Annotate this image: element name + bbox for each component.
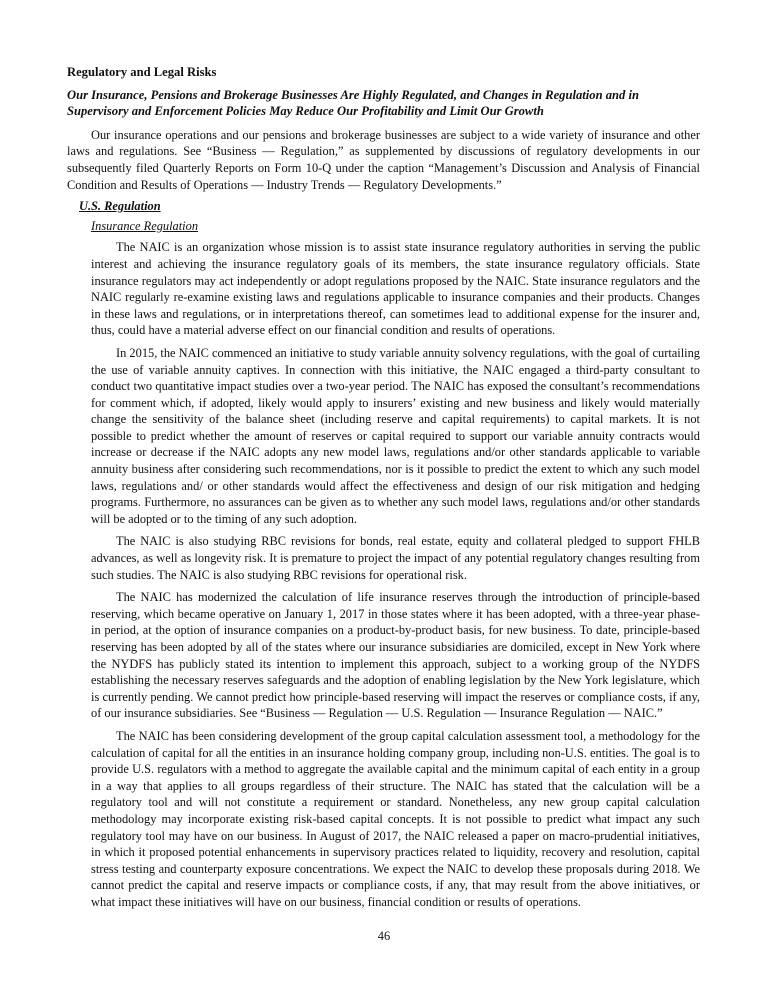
section-title: Regulatory and Legal Risks xyxy=(67,65,217,79)
document-page xyxy=(67,64,700,917)
page-number: 46 xyxy=(377,929,391,943)
insurance-regulation-section xyxy=(91,239,700,910)
paragraph-variable-annuity: In 2015, the NAIC commenced an initiative to study variable annuity solvency regulations, with the goal of curtailing the use of variable annuity captives. In connection with this initiative, the NAIC engaged a third-party consultant to conduct two quantitative impact studies over a two-year period. The NAIC has exposed the consultant’s recommendations for comment which, if adopted, likely would apply to insurers’ existing and new business and likely would materially change the sensitivity of the balance sheet (including reserve and capital requirements) to capital markets. It is not possible to predict whether the amount of reserves or capital required to support our variable annuity contracts would increase or decrease if the NAIC adopts any new model laws, regulations and/or other standards applicable to variable annuity business after considering such recommendations, nor is it possible to predict the extent to which any such model laws, regulations and/ or other standards would affect the effectiveness and design of our risk mitigation and hedging programs. Furthermore, no assurances can be given as to whether any such model laws, regulations and/or other standards will be adopted or to the timing of any such adoption. xyxy=(91,345,700,526)
paragraph-principle-based-reserving: The NAIC has modernized the calculation of life insurance reserves through the introduction of principle-based reserving, which became operative on January 1, 2017 in those states where it has been adopted, with a three-year phase-in period, at the option of insurance companies on a product-by-product basis, for new business. To date, principle-based reserving has been adopted by all of the states where our insurance subsidiaries are domiciled, except in New York where the NYDFS has publicly stated its intention to implement this approach, subject to a working group of the NYDFS establishing the necessary reserves safeguards and the adoption of enabling legislation by the New York legislature, which is currently pending. We cannot predict how principle-based reserving will impact the reserves or compliance costs, if any, of our insurance subsidiaries. See “Business — Regulation — U.S. Regulation — Insurance Regulation — NAIC.” xyxy=(91,590,700,721)
intro-paragraph: Our insurance operations and our pensions and brokerage businesses are subject to a wide variety of insurance and other laws and regulations. See “Business — Regulation,” as supplemented by discussions of regulatory developments in our subsequently filed Quarterly Reports on Form 10-Q under the caption “Management’s Discussion and Analysis of Financial Condition and Results of Operations — Industry Trends — Regulatory Developments.” xyxy=(67,127,700,192)
us-regulation-heading: U.S. Regulation xyxy=(79,199,161,214)
paragraph-naic-mission: The NAIC is an organization whose mission is to assist state insurance regulatory authorities in serving the public interest and achieving the insurance regulatory goals of its members, the state insurance regulatory officials. State insurance regulators may act independently or adopt regulations proposed by the NAIC. State insurance regulators and the NAIC regularly re-examine existing laws and regulations applicable to insurance companies and their products. Changes in these laws and regulations, or in interpretations thereof, can sometimes lead to additional expense for the insurer and, thus, could have a material adverse effect on our financial condition and results of operations. xyxy=(91,240,700,338)
paragraph-rbc-revisions: The NAIC is also studying RBC revisions for bonds, real estate, equity and collateral pledged to support FHLB advances, as well as longevity risk. It is premature to project the impact of any potential regulatory changes resulting from such studies. The NAIC is also studying RBC revisions for operational risk. xyxy=(91,534,700,582)
risk-heading: Our Insurance, Pensions and Brokerage Businesses Are Highly Regulated, and Changes in Regulation and in Supervisory and Enforcement Policies May Reduce Our Profitability and Limit Our Growth xyxy=(67,87,639,119)
insurance-regulation-heading: Insurance Regulation xyxy=(91,218,199,233)
paragraph-group-capital: The NAIC has been considering development of the group capital calculation assessment tool, a methodology for the calculation of capital for all the entities in an insurance holding company group, including non-U.S. entities. The goal is to provide U.S. regulators with a method to aggregate the available capital and the minimum capital of each entity in a group in a way that applies to all groups regardless of their structure. The NAIC has stated that the calculation will be a regulatory tool and will not constitute a requirement or standard. Nonetheless, any new group capital calculation methodology may incorporate existing risk-based capital concepts. It is not possible to predict what impact any such regulatory tool may have on our business. In August of 2017, the NAIC released a paper on macro-prudential initiatives, in which it proposed potential enhancements in supervisory practices related to liquidity, recovery and resolution, capital stress testing and counterparty exposure concentrations. We expect the NAIC to develop these proposals during 2018. We cannot predict the capital and reserve impacts or compliance costs, if any, that may result from the above initiatives, or what impact these initiatives will have on our business, financial condition or results of operations. xyxy=(91,728,700,909)
